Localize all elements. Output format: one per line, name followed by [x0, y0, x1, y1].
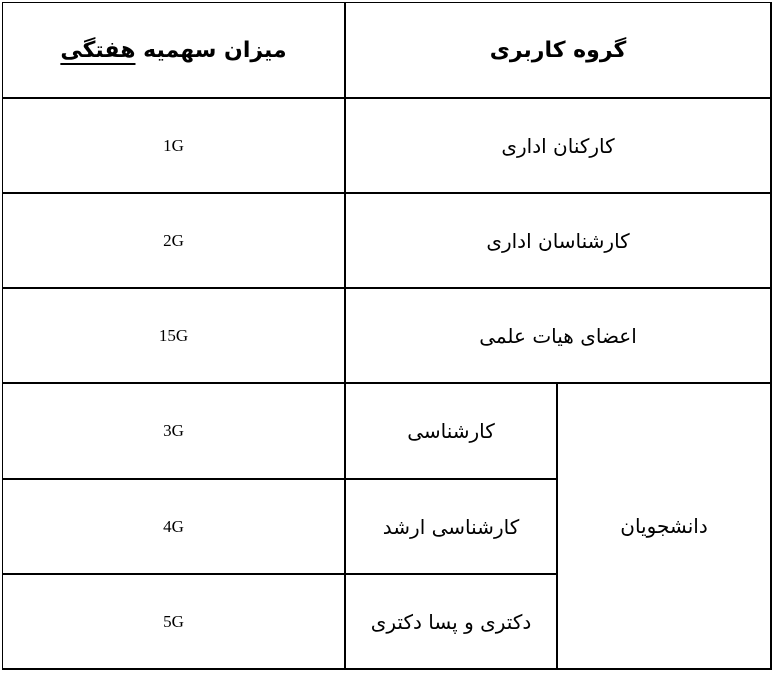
header-quota-prefix: میزان سهمیه — [143, 37, 287, 63]
group-cell — [346, 99, 770, 192]
quota-value: 2G — [163, 230, 184, 250]
quota-table — [2, 2, 772, 670]
header-group-label: گروه کاربری — [489, 37, 627, 63]
group-label: کارشناسان اداری — [486, 228, 630, 253]
table-border-bottom — [2, 668, 772, 670]
header-group — [346, 3, 770, 97]
student-level-cell — [346, 575, 556, 668]
student-level-label: دکتری و پسا دکتری — [370, 609, 532, 634]
quota-cell — [3, 480, 344, 573]
quota-cell — [3, 384, 344, 478]
table-border-right — [770, 2, 772, 670]
quota-value: 5G — [163, 611, 184, 631]
student-level-cell — [346, 480, 556, 573]
student-level-label: کارشناسی ارشد — [382, 514, 520, 539]
students-label: دانشجویان — [620, 514, 708, 538]
group-cell — [346, 289, 770, 382]
quota-value: 4G — [163, 516, 184, 536]
quota-cell — [3, 99, 344, 192]
quota-cell — [3, 194, 344, 287]
quota-value: 1G — [163, 135, 184, 155]
quota-value: 3G — [163, 421, 184, 440]
quota-cell — [3, 575, 344, 668]
student-level-cell — [346, 384, 556, 478]
quota-value: 15G — [158, 325, 189, 345]
quota-cell — [3, 289, 344, 382]
header-quota-weekly: هفتگی — [60, 37, 136, 63]
students-group-cell — [558, 384, 770, 668]
group-label: کارکنان اداری — [501, 133, 615, 158]
header-quota — [3, 3, 344, 97]
group-label: اعضای هیات علمی — [479, 323, 637, 348]
student-level-label: کارشناسی — [407, 419, 495, 443]
group-cell — [346, 194, 770, 287]
